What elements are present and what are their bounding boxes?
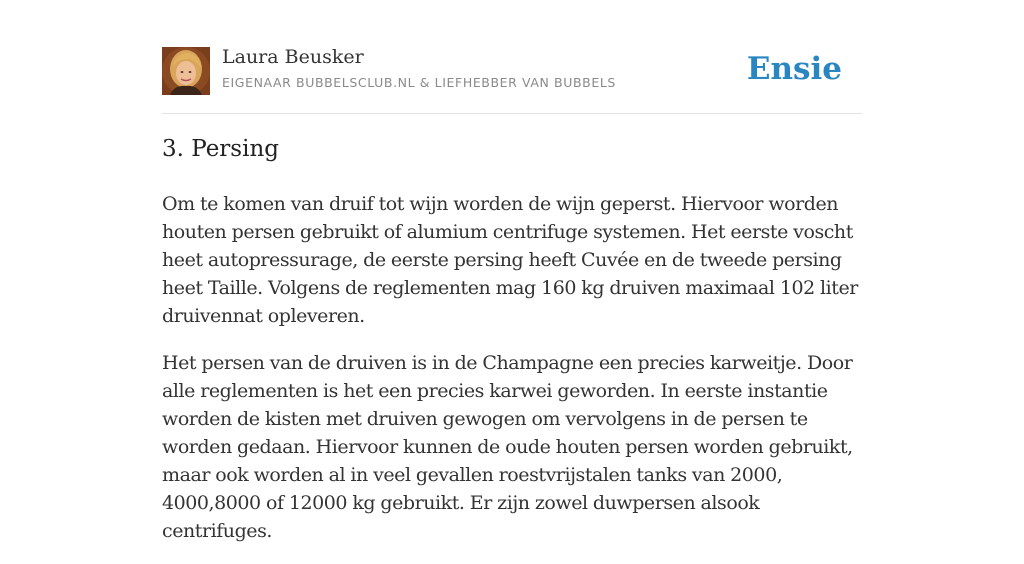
article-body (162, 190, 862, 564)
ensie-logo[interactable]: Ensie (746, 51, 842, 87)
author-header (162, 46, 862, 96)
author-avatar[interactable] (162, 47, 210, 95)
author-bio: EIGENAAR BUBBELSCLUB.NL & LIEFHEBBER VAN BUBBELS (222, 75, 616, 90)
author-name[interactable]: Laura Beusker (222, 46, 364, 68)
header-divider (162, 113, 862, 114)
article-paragraph: Om te komen van druif tot wijn worden de wijn geperst. Hiervoor worden houten persen gebruikt of alumium centrifuge systemen. Het eerste voscht heet autopressurage, de eerste persing heeft Cuvée en de tweede persing heet Taille. Volgens de reglementen mag 160 kg druiven maximaal 102 liter druivennat opleveren. (162, 193, 858, 327)
author-portrait-image (162, 47, 210, 95)
article-title: 3. Persing (162, 136, 279, 162)
article-paragraph: Het persen van de druiven is in de Champagne een precies karweitje. Door alle reglementen is het een precies karwei geworden. In eerste instantie worden de kisten met druiven gewogen om vervolgens in de persen te worden gedaan. Hiervoor kunnen de oude houten persen worden gebruikt, maar ook worden al in veel gevallen roestvrijstalen tanks van 2000, 4000,8000 of 12000 kg gebruikt. Er zijn zowel duwpersen alsook centrifuges. (162, 352, 853, 542)
